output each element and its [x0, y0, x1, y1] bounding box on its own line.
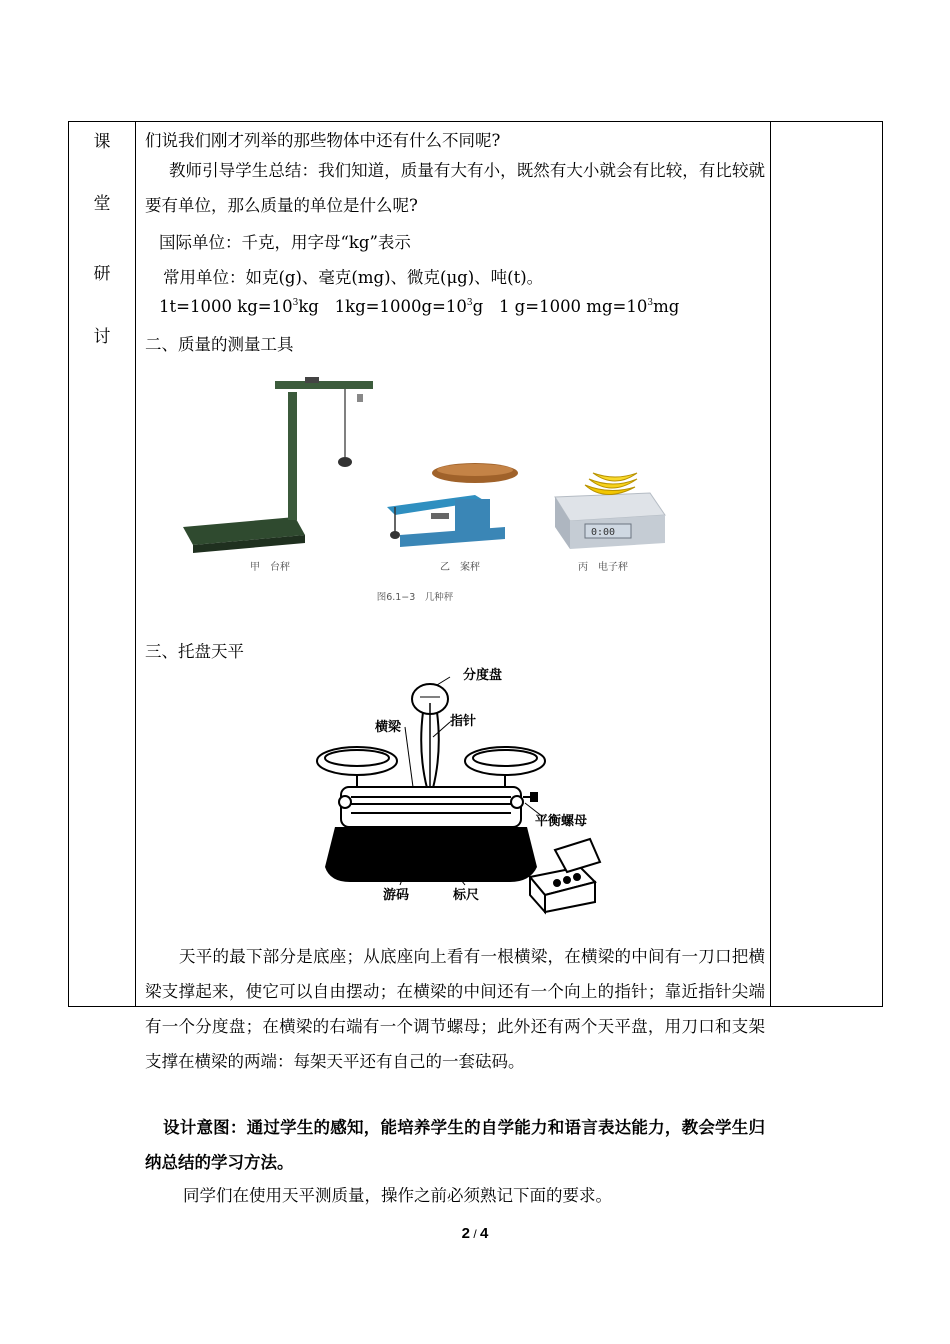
common-units-line: 常用单位：如克(g)、毫克(mg)、微克(μg)、吨(t)。 — [163, 268, 544, 287]
scales-figure — [145, 367, 765, 603]
label-scale: 标尺 — [453, 888, 480, 903]
si-unit-line: 国际单位：千克，用字母“kg”表示 — [159, 233, 411, 252]
side-label-char: 堂 — [93, 194, 111, 214]
conversion-line — [159, 297, 679, 316]
paragraph-balance-description: 天平的最下部分是底座；从底座向上看有一根横梁，在横梁的中间有一刀口把横梁支撑起来，使它可以自由摆动；在横梁的中间还有一个向上的指针；靠近指针尖端有一个分度盘；在横梁的右端有一个调节螺母；此外还有两个天平盘，用刀口和支架支撑在横梁的两端：每架天平还有自己的一套砝码。 — [145, 947, 765, 1071]
paragraph-design-intent: 设计意图：通过学生的感知，能培养学生的自学能力和语言表达能力，教会学生归纳总结的学习方法。 — [145, 1118, 765, 1172]
platform-scale-illustration — [183, 377, 373, 553]
scale-display: 0:00 — [591, 527, 616, 538]
electronic-scale-illustration — [555, 473, 665, 549]
figure-caption: 图6.1−3 几种秤 — [376, 592, 454, 603]
counter-scale-illustration — [387, 463, 518, 547]
text-line: 们说我们刚才列举的那些物体中还有什么不同呢? — [145, 131, 501, 150]
unit: g — [472, 297, 484, 316]
column-divider — [135, 122, 136, 1006]
side-label-column — [69, 122, 135, 1006]
total-pages: 4 — [480, 1225, 489, 1242]
label-dial: 分度盘 — [463, 668, 503, 683]
side-label-char: 研 — [93, 264, 111, 284]
section-heading-balance: 三、托盘天平 — [145, 642, 244, 661]
current-page: 2 — [461, 1225, 470, 1242]
weight-box-illustration — [530, 839, 600, 912]
figure-label: 甲 台秤 — [250, 562, 290, 573]
balance-illustration — [317, 684, 545, 827]
label-nut: 平衡螺母 — [535, 814, 588, 829]
figure-label: 丙 电子秤 — [578, 562, 628, 573]
label-rider: 游码 — [383, 888, 410, 903]
side-label-char: 讨 — [93, 327, 111, 347]
exponent: 3 — [647, 298, 654, 308]
text-line-requirements: 同学们在使用天平测质量，操作之前必须熟记下面的要求。 — [183, 1186, 612, 1205]
label-beam: 横梁 — [375, 720, 402, 735]
lesson-table — [68, 121, 883, 1205]
balance-figure — [305, 667, 625, 912]
column-divider — [770, 122, 771, 1006]
balance-base — [325, 827, 537, 882]
conversion-g: 1 g=1000 mg=10 — [498, 297, 648, 316]
figure-label: 乙 案秤 — [440, 562, 480, 573]
conversion-ton: 1t=1000 kg=10 — [159, 297, 293, 316]
paragraph-summary: 教师引导学生总结：我们知道，质量有大有小，既然有大小就会有比较，有比较就要有单位，那么质量的单位是什么呢? — [145, 161, 765, 215]
exponent: 3 — [466, 298, 473, 308]
unit: mg — [653, 297, 680, 316]
section-heading-tools: 二、质量的测量工具 — [145, 335, 294, 354]
unit: kg — [298, 297, 319, 316]
exponent: 3 — [292, 298, 299, 308]
label-pointer: 指针 — [450, 714, 477, 729]
side-label-char: 课 — [93, 132, 111, 152]
page-number: 2 / 4 — [461, 1225, 489, 1242]
conversion-kg: 1kg=1000g=10 — [334, 297, 467, 316]
